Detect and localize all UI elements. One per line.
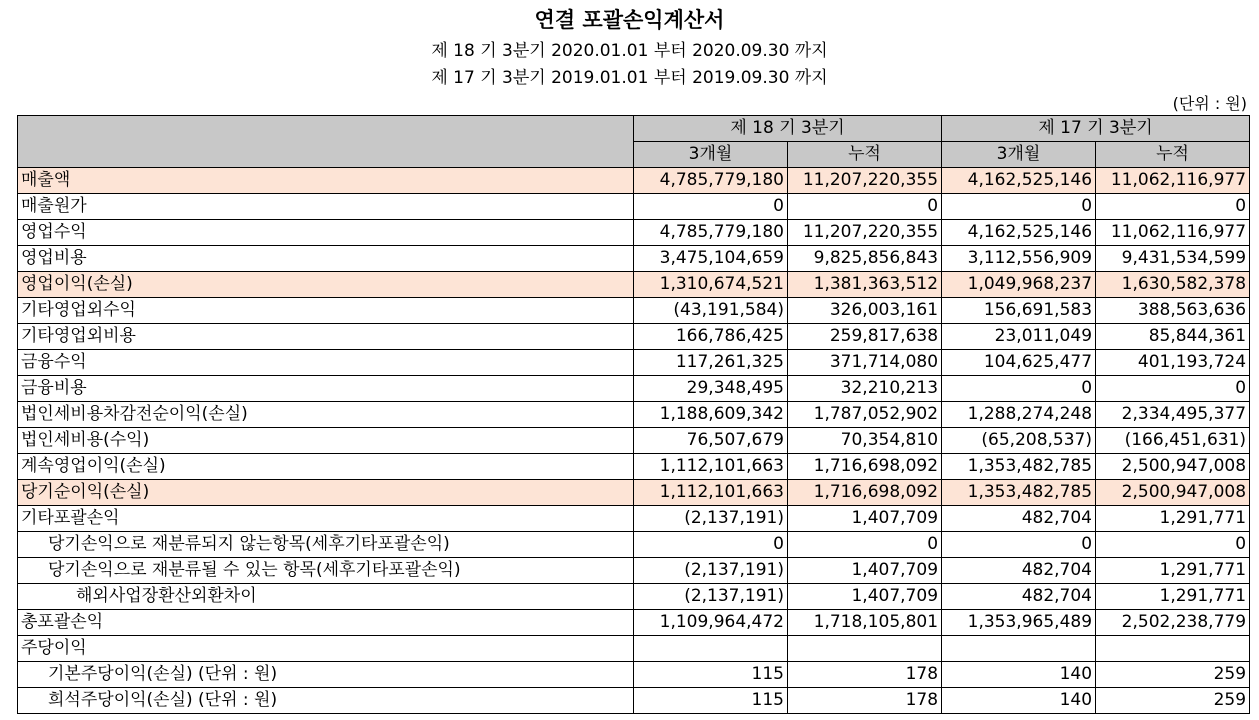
cell-prior-cumulative: 2,502,238,779 (1096, 610, 1250, 636)
table-row (18, 246, 1250, 272)
cell-prior-cumulative: 0 (1096, 532, 1250, 558)
cell-prior-3month: 0 (942, 532, 1096, 558)
header-prior-3month: 3개월 (942, 142, 1096, 168)
cell-current-3month: 3,475,104,659 (634, 246, 788, 272)
table-row (18, 506, 1250, 532)
table-row (18, 350, 1250, 376)
cell-current-cumulative: 1,716,698,092 (788, 480, 942, 506)
table-row (18, 584, 1250, 610)
cell-prior-3month: 104,625,477 (942, 350, 1096, 376)
cell-prior-3month (942, 636, 1096, 662)
row-label: 당기손익으로 재분류되지 않는항목(세후기타포괄손익) (18, 532, 634, 558)
cell-current-3month (634, 636, 788, 662)
cell-current-cumulative: 1,381,363,512 (788, 272, 942, 298)
cell-current-cumulative: 11,207,220,355 (788, 220, 942, 246)
table-row (18, 376, 1250, 402)
cell-current-3month: 29,348,495 (634, 376, 788, 402)
cell-prior-3month: 482,704 (942, 584, 1096, 610)
row-label: 총포괄손익 (18, 610, 634, 636)
row-label: 기본주당이익(손실) (단위 : 원) (18, 662, 634, 688)
cell-current-cumulative: 70,354,810 (788, 428, 942, 454)
cell-current-3month: 117,261,325 (634, 350, 788, 376)
header-current-cumulative: 누적 (788, 142, 942, 168)
cell-current-cumulative: 259,817,638 (788, 324, 942, 350)
cell-current-cumulative: 1,407,709 (788, 584, 942, 610)
row-label: 법인세비용(수익) (18, 428, 634, 454)
table-row (18, 168, 1250, 194)
cell-current-3month: 166,786,425 (634, 324, 788, 350)
cell-current-cumulative: 1,787,052,902 (788, 402, 942, 428)
table-row (18, 532, 1250, 558)
row-label: 계속영업이익(손실) (18, 454, 634, 480)
row-label: 당기손익으로 재분류될 수 있는 항목(세후기타포괄손익) (18, 558, 634, 584)
table-row (18, 480, 1250, 506)
table-row (18, 688, 1250, 714)
table-row (18, 272, 1250, 298)
cell-current-3month: (2,137,191) (634, 558, 788, 584)
cell-prior-cumulative: 11,062,116,977 (1096, 168, 1250, 194)
row-label: 영업이익(손실) (18, 272, 634, 298)
cell-current-3month: 0 (634, 194, 788, 220)
cell-current-cumulative: 178 (788, 662, 942, 688)
cell-prior-cumulative: 0 (1096, 194, 1250, 220)
cell-current-3month: (2,137,191) (634, 584, 788, 610)
cell-current-cumulative (788, 636, 942, 662)
unit-label: (단위 : 원) (1172, 94, 1247, 113)
row-label: 당기순이익(손실) (18, 480, 634, 506)
table-row (18, 636, 1250, 662)
cell-prior-cumulative (1096, 636, 1250, 662)
row-label: 해외사업장환산외환차이 (18, 584, 634, 610)
cell-prior-3month: 1,049,968,237 (942, 272, 1096, 298)
header-item-blank (18, 116, 634, 168)
cell-prior-cumulative: 9,431,534,599 (1096, 246, 1250, 272)
cell-current-3month: 76,507,679 (634, 428, 788, 454)
period-prior: 제 17 기 3분기 2019.01.01 부터 2019.09.30 까지 (431, 68, 828, 88)
cell-current-3month: 115 (634, 662, 788, 688)
row-label: 주당이익 (18, 636, 634, 662)
cell-prior-cumulative: 85,844,361 (1096, 324, 1250, 350)
row-label: 금융수익 (18, 350, 634, 376)
cell-prior-3month: 0 (942, 376, 1096, 402)
cell-prior-3month: 482,704 (942, 558, 1096, 584)
cell-current-cumulative: 0 (788, 532, 942, 558)
cell-prior-3month: 140 (942, 662, 1096, 688)
cell-current-cumulative: 1,407,709 (788, 558, 942, 584)
row-label: 기타포괄손익 (18, 506, 634, 532)
cell-current-3month: 1,188,609,342 (634, 402, 788, 428)
row-label: 영업수익 (18, 220, 634, 246)
table-body (18, 168, 1250, 714)
cell-current-3month: 1,109,964,472 (634, 610, 788, 636)
cell-current-cumulative: 11,207,220,355 (788, 168, 942, 194)
cell-current-cumulative: 0 (788, 194, 942, 220)
row-label: 기타영업외수익 (18, 298, 634, 324)
cell-current-cumulative: 326,003,161 (788, 298, 942, 324)
cell-prior-cumulative: 2,500,947,008 (1096, 454, 1250, 480)
cell-prior-3month: 482,704 (942, 506, 1096, 532)
cell-prior-cumulative: 1,291,771 (1096, 558, 1250, 584)
cell-current-cumulative: 1,718,105,801 (788, 610, 942, 636)
table-row (18, 402, 1250, 428)
row-label: 희석주당이익(손실) (단위 : 원) (18, 688, 634, 714)
table-row (18, 610, 1250, 636)
cell-prior-3month: 1,288,274,248 (942, 402, 1096, 428)
cell-current-3month: 0 (634, 532, 788, 558)
cell-prior-cumulative: 11,062,116,977 (1096, 220, 1250, 246)
header-prior-cumulative: 누적 (1096, 142, 1250, 168)
header-current-period: 제 18 기 3분기 (634, 116, 942, 142)
header-row-groups (18, 116, 1250, 142)
cell-prior-3month: 1,353,965,489 (942, 610, 1096, 636)
cell-current-3month: (43,191,584) (634, 298, 788, 324)
table-row (18, 428, 1250, 454)
cell-current-cumulative: 32,210,213 (788, 376, 942, 402)
row-label: 매출원가 (18, 194, 634, 220)
cell-prior-cumulative: 2,334,495,377 (1096, 402, 1250, 428)
cell-current-cumulative: 371,714,080 (788, 350, 942, 376)
cell-prior-3month: 156,691,583 (942, 298, 1096, 324)
header-current-3month: 3개월 (634, 142, 788, 168)
cell-current-3month: 115 (634, 688, 788, 714)
cell-current-3month: 4,785,779,180 (634, 168, 788, 194)
cell-prior-cumulative: 1,630,582,378 (1096, 272, 1250, 298)
cell-current-cumulative: 178 (788, 688, 942, 714)
table-row (18, 298, 1250, 324)
row-label: 금융비용 (18, 376, 634, 402)
period-current: 제 18 기 3분기 2020.01.01 부터 2020.09.30 까지 (431, 41, 828, 61)
table-row (18, 194, 1250, 220)
row-label: 영업비용 (18, 246, 634, 272)
cell-current-cumulative: 9,825,856,843 (788, 246, 942, 272)
statement-title: 연결 포괄손익계산서 (534, 8, 725, 32)
cell-prior-cumulative: 259 (1096, 688, 1250, 714)
cell-current-cumulative: 1,716,698,092 (788, 454, 942, 480)
row-label: 기타영업외비용 (18, 324, 634, 350)
row-label: 매출액 (18, 168, 634, 194)
table-row (18, 220, 1250, 246)
cell-prior-3month: 140 (942, 688, 1096, 714)
table-row (18, 454, 1250, 480)
cell-current-cumulative: 1,407,709 (788, 506, 942, 532)
income-statement-table (17, 115, 1250, 714)
row-label: 법인세비용차감전순이익(손실) (18, 402, 634, 428)
cell-prior-3month: 0 (942, 194, 1096, 220)
cell-prior-3month: 4,162,525,146 (942, 168, 1096, 194)
cell-current-3month: 4,785,779,180 (634, 220, 788, 246)
table-row (18, 662, 1250, 688)
cell-prior-3month: 1,353,482,785 (942, 454, 1096, 480)
table-row (18, 324, 1250, 350)
cell-prior-cumulative: 0 (1096, 376, 1250, 402)
cell-prior-cumulative: 401,193,724 (1096, 350, 1250, 376)
cell-prior-cumulative: (166,451,631) (1096, 428, 1250, 454)
cell-prior-3month: 23,011,049 (942, 324, 1096, 350)
header-prior-period: 제 17 기 3분기 (942, 116, 1250, 142)
cell-prior-cumulative: 1,291,771 (1096, 584, 1250, 610)
cell-current-3month: 1,310,674,521 (634, 272, 788, 298)
cell-current-3month: 1,112,101,663 (634, 480, 788, 506)
cell-prior-cumulative: 2,500,947,008 (1096, 480, 1250, 506)
cell-prior-cumulative: 259 (1096, 662, 1250, 688)
cell-prior-cumulative: 388,563,636 (1096, 298, 1250, 324)
cell-current-3month: (2,137,191) (634, 506, 788, 532)
table-row (18, 558, 1250, 584)
cell-prior-cumulative: 1,291,771 (1096, 506, 1250, 532)
cell-current-3month: 1,112,101,663 (634, 454, 788, 480)
cell-prior-3month: 4,162,525,146 (942, 220, 1096, 246)
cell-prior-3month: 1,353,482,785 (942, 480, 1096, 506)
cell-prior-3month: (65,208,537) (942, 428, 1096, 454)
cell-prior-3month: 3,112,556,909 (942, 246, 1096, 272)
